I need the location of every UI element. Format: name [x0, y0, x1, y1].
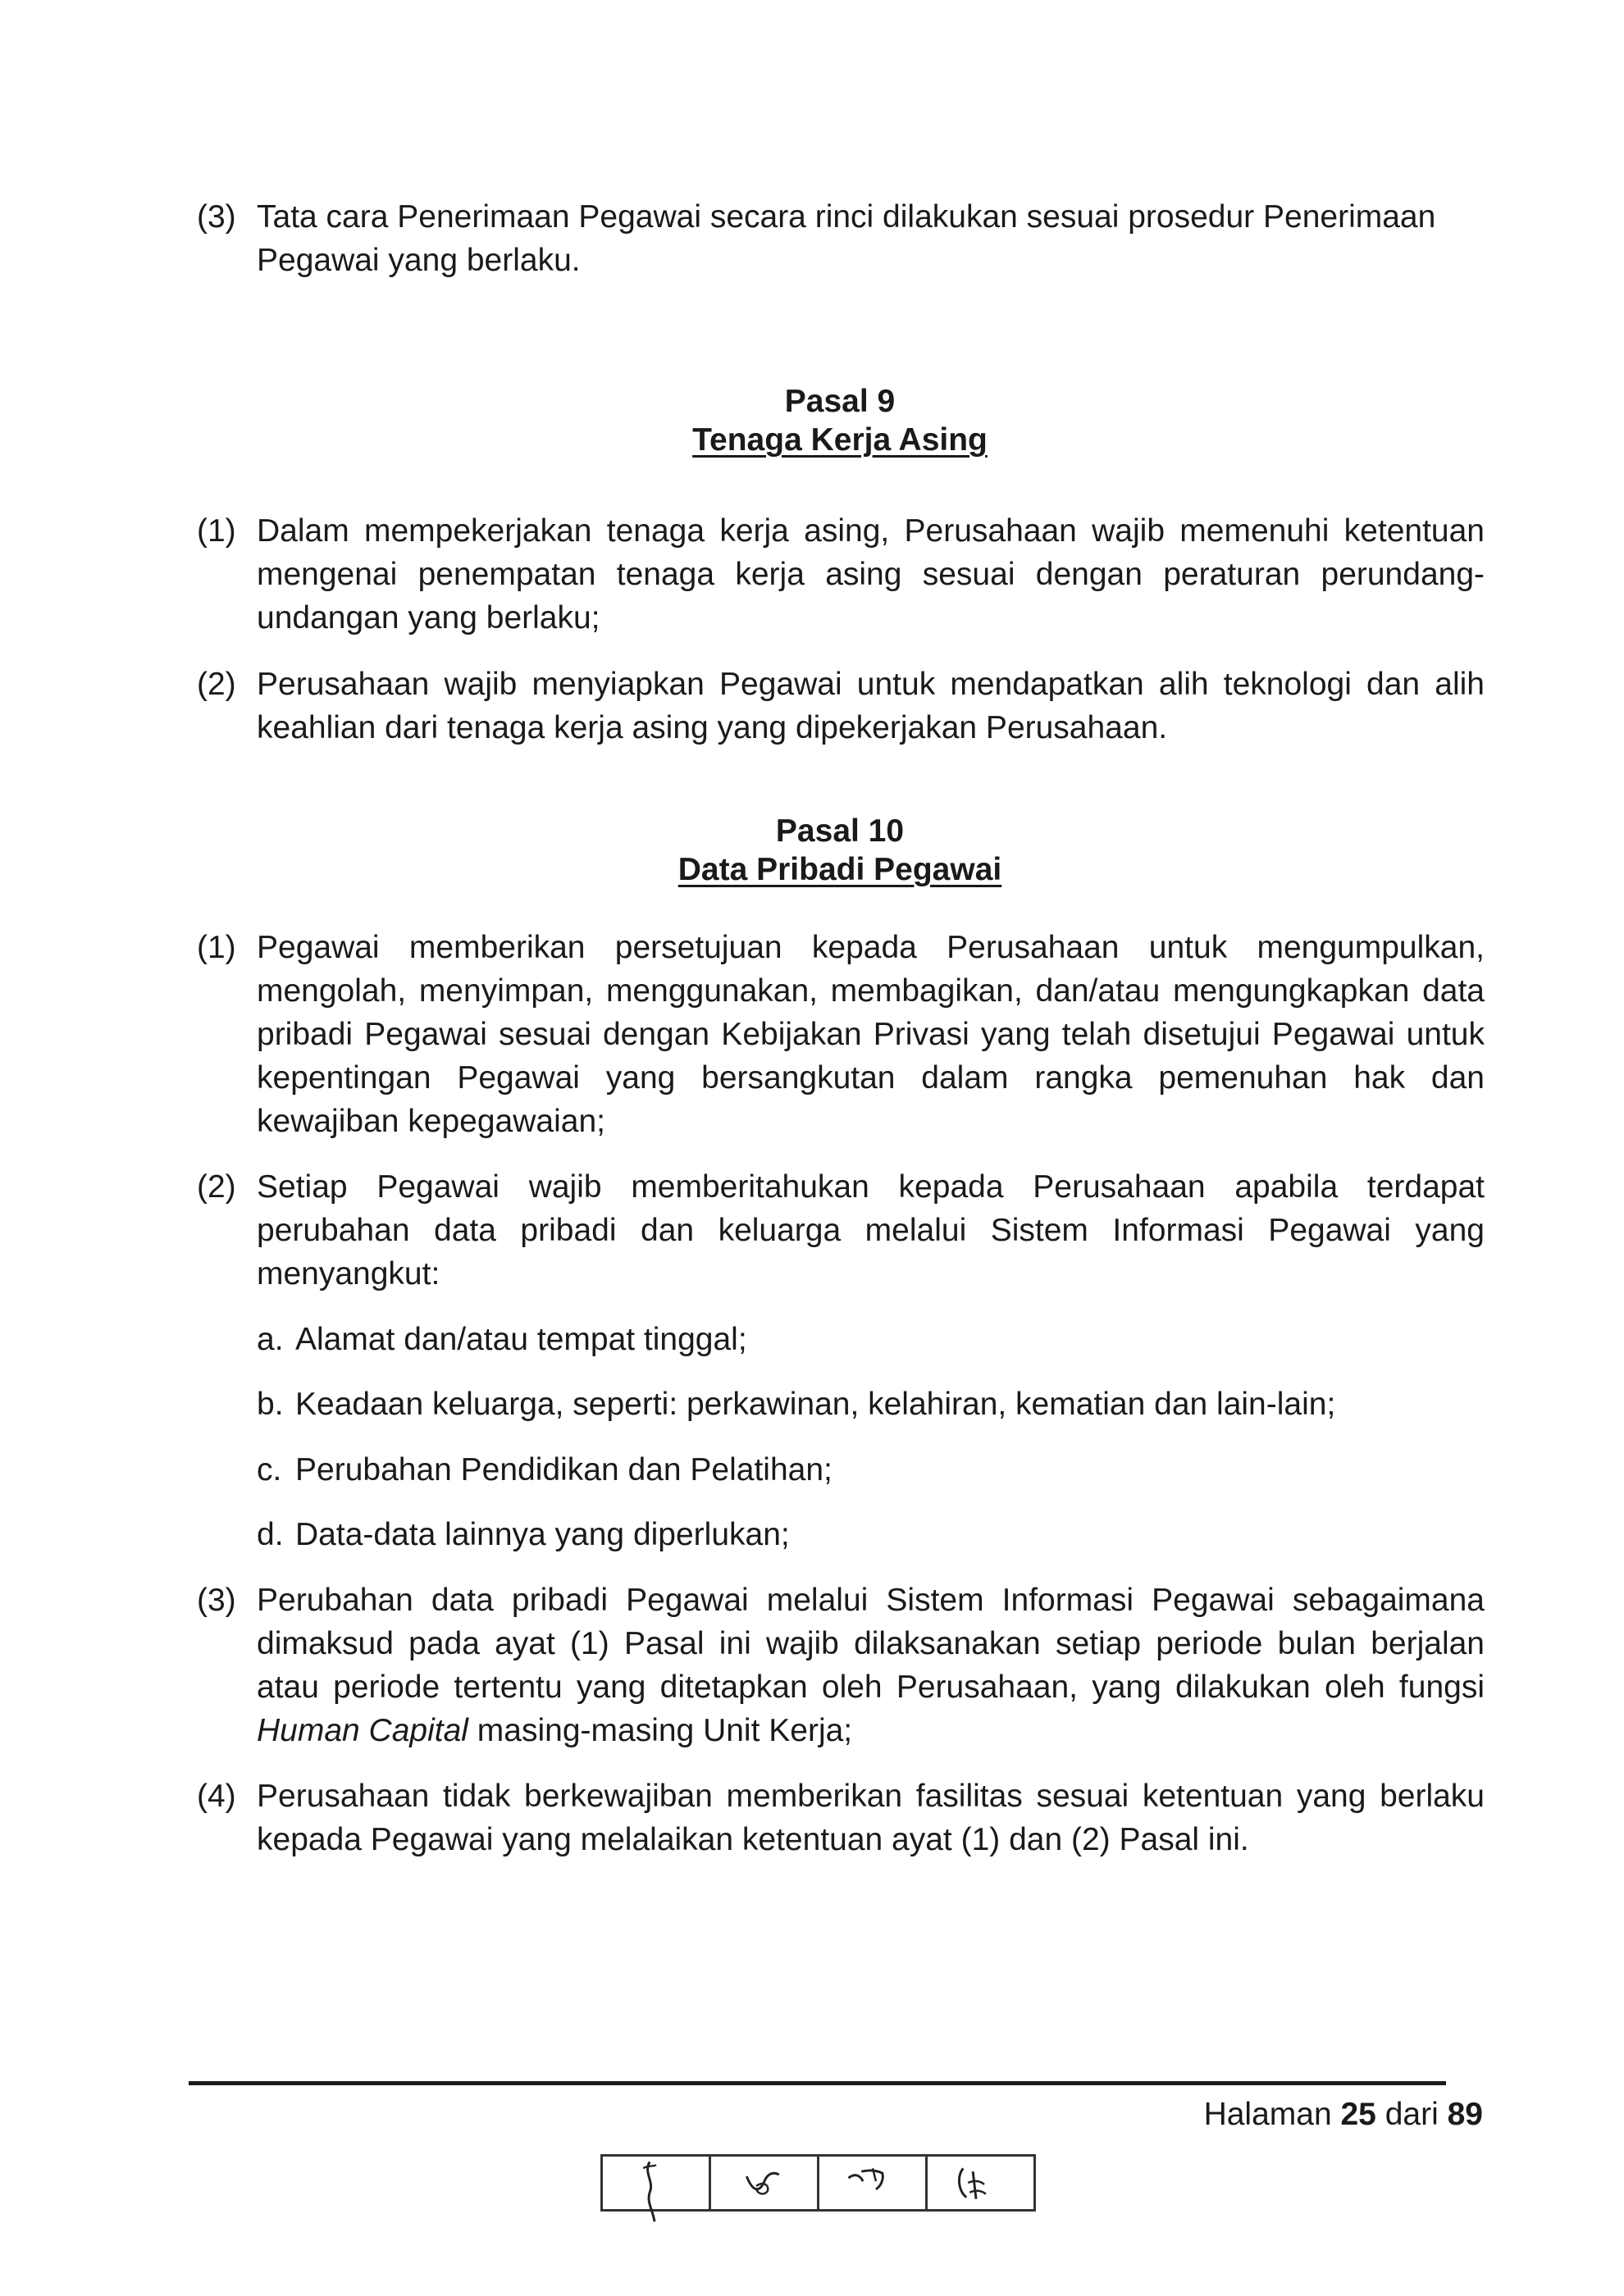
subitem-text: Keadaan keluarga, seperti: perkawinan, kelahiran, kematian dan lain-lain; [295, 1387, 1336, 1422]
page-total: 89 [1447, 2097, 1483, 2132]
item-number: (3) [197, 1583, 236, 1618]
item-text: Perusahaan wajib menyiapkan Pegawai untuk mendapatkan alih teknologi dan alih keahlian dari tenaga kerja asing yang dipekerjakan Perusahaan. [257, 667, 1485, 745]
subitem-b [257, 1383, 1479, 1426]
handwritten-initial-4 [928, 2157, 1033, 2209]
pasal-10-item-2 [197, 1165, 1485, 1296]
pasal-10-item-3 [197, 1578, 1485, 1752]
page-current: 25 [1340, 2097, 1376, 2132]
subitem-c [257, 1448, 1479, 1492]
item-text-part: masing-masing Unit Kerja; [468, 1713, 853, 1748]
pasal-10-title: Pasal 10 [775, 813, 905, 849]
page-separator: dari [1385, 2097, 1439, 2132]
subitem-d [257, 1513, 1479, 1556]
item-text: Tata cara Penerimaan Pegawai secara rinci dilakukan sesuai prosedur Penerimaan Pegawai yang berlaku. [257, 199, 1436, 278]
subitem-text: Data-data lainnya yang diperlukan; [295, 1517, 790, 1552]
item-number: (3) [197, 199, 236, 235]
initials-cell-3 [819, 2157, 928, 2209]
pasal-9-heading [0, 382, 1624, 459]
item-text-part: Perubahan data pribadi Pegawai melalui Sistem Informasi Pegawai sebagaimana dimaksud pada ayat (1) Pasal ini wajib dilaksanakan setiap periode bulan berjalan atau periode tertentu yang ditetapkan oleh Perusahaan, yang dilakukan oleh fungsi [257, 1583, 1485, 1705]
item-text: Pegawai memberikan persetujuan kepada Perusahaan untuk mengumpulkan, mengolah, menyimpan, menggunakan, membagikan, dan/atau mengungkapkan data pribadi Pegawai sesuai dengan Kebijakan Privasi yang telah disetujui Pegawai untuk kepentingan Pegawai yang bersangkutan dalam rangka pemenuhan hak dan kewajiban kepegawaian; [257, 930, 1485, 1139]
item-number: (1) [197, 513, 236, 549]
page-label: Halaman [1203, 2097, 1332, 2132]
item-text: Dalam mempekerjakan tenaga kerja asing, Perusahaan wajib memenuhi ketentuan mengenai penempatan tenaga kerja asing sesuai dengan peraturan perundang-undangan yang berlaku; [257, 513, 1485, 636]
initials-cell-4 [928, 2157, 1033, 2209]
pasal-10-item-4 [197, 1774, 1485, 1861]
subitem-letter: c. [257, 1452, 282, 1487]
pasal-9-subtitle: Tenaga Kerja Asing [692, 422, 988, 458]
item-text: Setiap Pegawai wajib memberitahukan kepada Perusahaan apabila terdapat perubahan data pribadi dan keluarga melalui Sistem Informasi Pegawai yang menyangkut: [257, 1169, 1485, 1292]
pasal-9-title: Pasal 9 [784, 384, 896, 419]
pasal-9-item-1 [197, 509, 1485, 640]
initials-cell-1 [603, 2157, 711, 2209]
top-item [197, 195, 1485, 282]
subitem-a [257, 1318, 1479, 1361]
item-number: (2) [197, 1169, 236, 1205]
handwritten-initial-2 [711, 2157, 817, 2209]
pasal-10-heading [0, 812, 1624, 889]
footer-divider [189, 2081, 1446, 2085]
subitem-letter: b. [257, 1387, 284, 1422]
initials-box [600, 2154, 1036, 2212]
item-number: (1) [197, 930, 236, 965]
page-number [1204, 2095, 1483, 2134]
pasal-10-item-1 [197, 926, 1485, 1143]
subitem-text: Alamat dan/atau tempat tinggal; [295, 1322, 747, 1357]
item-text [257, 1578, 1485, 1752]
pasal-10-subtitle: Data Pribadi Pegawai [677, 852, 1002, 887]
item-number: (4) [197, 1779, 236, 1814]
subitem-text: Perubahan Pendidikan dan Pelatihan; [295, 1452, 833, 1487]
subitem-letter: d. [257, 1517, 284, 1552]
italic-term: Human Capital [257, 1713, 468, 1748]
item-text: Perusahaan tidak berkewajiban memberikan fasilitas sesuai ketentuan yang berlaku kepada Pegawai yang melalaikan ketentuan ayat (1) dan (2) Pasal ini. [257, 1779, 1485, 1857]
handwritten-initial-1 [603, 2157, 709, 2209]
handwritten-initial-3 [819, 2157, 925, 2209]
item-number: (2) [197, 667, 236, 702]
subitem-letter: a. [257, 1322, 284, 1357]
initials-cell-2 [711, 2157, 819, 2209]
pasal-9-item-2 [197, 663, 1485, 749]
